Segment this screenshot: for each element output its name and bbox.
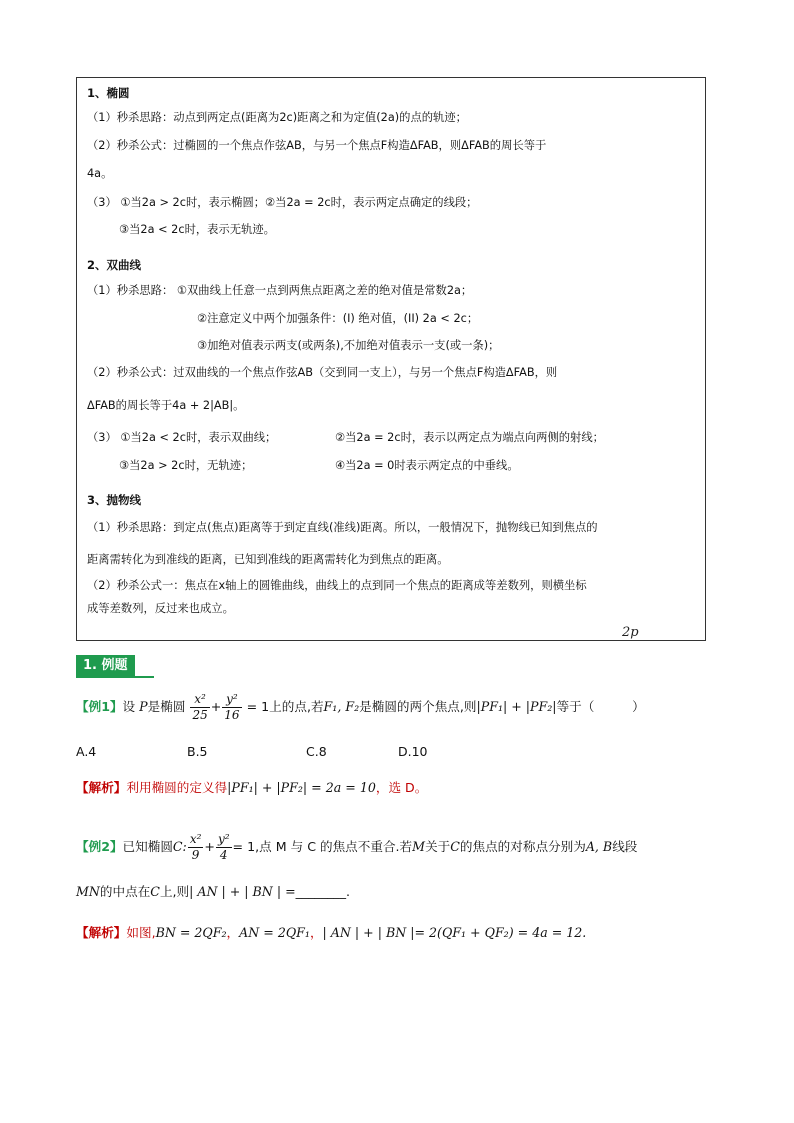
example-1-solution: 【解析】利用椭圆的定义得|PF₁| + |PF₂| = 2a = 10，选 D。 [76, 780, 428, 795]
examples-badge-underline [76, 676, 154, 678]
hyperbola-case-3: ③当2a > 2c时，无轨迹； [119, 459, 253, 472]
hyperbola-formula: （2）秒杀公式：过双曲线的一个焦点作弦AB（交到同一支上），与另一个焦点F构造ΔFAB，则 [87, 366, 558, 379]
hyperbola-idea-1: （1）秒杀思路： ①双曲线上任意一点到两焦点距离之差的绝对值是常数2a； [87, 284, 473, 297]
hyperbola-case-4: ④当2a = 0时表示两定点的中垂线。 [335, 459, 519, 472]
ellipse-formula: （2）秒杀公式：过椭圆的一个焦点作弦AB，与另一个焦点F构造ΔFAB，则ΔFAB的周长等于 [87, 139, 547, 152]
ellipse-idea: （1）秒杀思路：动点到两定点(距离为2c)距离之和为定值(2a)的点的轨迹； [87, 111, 467, 124]
parabola-formula-1: （2）秒杀公式一：焦点在x轴上的圆锥曲线，曲线上的点到同一个焦点的距离成等差数列，则横坐标 [87, 579, 587, 592]
section-heading-parabola: 3、抛物线 [87, 493, 142, 507]
parabola-formula-1-cont: 成等差数列，反过来也成立。 [87, 602, 234, 615]
ellipse-cases-1: （3） ①当2a > 2c时，表示椭圆；②当2a = 2c时，表示两定点确定的线段； [87, 196, 478, 209]
fraction-y2-over-16: $\frac{\text{y²}}{16}$ [224, 692, 240, 722]
answer-blank[interactable]: ________ [295, 884, 347, 899]
example-1-option-a: A.4 [76, 744, 97, 759]
fraction-x2-over-9: $\frac{\text{x²}}{9}$ [189, 832, 202, 862]
parabola-idea-2: 距离需转化为到准线的距离，已知到准线的距离需转化为到焦点的距离。 [87, 553, 449, 566]
example-2-solution: 【解析】如图,BN = 2QF₂，AN = 2QF₁，| AN | + | BN |= 2(QF₁ + QF₂) = 4a = 12. [76, 925, 587, 940]
section-heading-hyperbola: 2、双曲线 [87, 258, 142, 272]
example-2-question-line-2: MN的中点在C上,则| AN | + | BN | =________. [76, 884, 351, 899]
example-1-option-d: D.10 [398, 744, 428, 759]
fraction-x2-over-25: $\frac{\text{x²}}{25}$ [192, 692, 208, 722]
example-2-tag: 【例2】 [76, 839, 123, 854]
parabola-idea-1: （1）秒杀思路：到定点(焦点)距离等于到定直线(准线)距离。所以，一般情况下，抛物线已知到焦点的 [87, 521, 598, 534]
section-heading-ellipse: 1、椭圆 [87, 86, 130, 100]
ellipse-cases-2: ③当2a < 2c时，表示无轨迹。 [119, 223, 275, 236]
hyperbola-case-1: （3） ①当2a < 2c时，表示双曲线； [87, 431, 277, 444]
hyperbola-idea-2: ②注意定义中两个加强条件：(I) 绝对值，(II) 2a < 2c； [197, 312, 479, 325]
fraction-y2-over-4: $\frac{\text{y²}}{4}$ [217, 832, 230, 862]
hyperbola-formula-cont: ΔFAB的周长等于4a + 2|AB|。 [87, 399, 245, 412]
example-1-option-c: C.8 [306, 744, 327, 759]
example-2-solution-tag: 【解析】 [76, 925, 127, 940]
summary-box [76, 77, 706, 641]
hyperbola-case-2: ②当2a = 2c时，表示以两定点为端点向两侧的射线； [335, 431, 604, 444]
example-1-question: 【例1】设 P是椭圆 $\frac{\text{x²}}{25}$ + $\frac{\text{y²}}{16}$ = 1上的点,若F₁, F₂是椭圆的两个焦点,则|PF₁| + |PF₂|等于（ ） [76, 692, 645, 722]
cut-off-fraction: 2p [622, 625, 639, 640]
example-1-solution-tag: 【解析】 [76, 780, 127, 795]
ellipse-formula-cont: 4a。 [87, 167, 113, 180]
hyperbola-idea-3: ③加绝对值表示两支(或两条),不加绝对值表示一支(或一条)； [197, 339, 500, 352]
examples-badge: 1. 例题 [76, 655, 135, 677]
example-1-tag: 【例1】 [76, 699, 123, 714]
example-1-option-b: B.5 [187, 744, 208, 759]
example-2-question-line-1: 【例2】已知椭圆C: $\frac{\text{x²}}{9}$ + $\frac{\text{y²}}{4}$ = 1,点 M 与 C 的焦点不重合.若M关于C的焦点的对称点分别为A, B线段 [76, 832, 638, 862]
